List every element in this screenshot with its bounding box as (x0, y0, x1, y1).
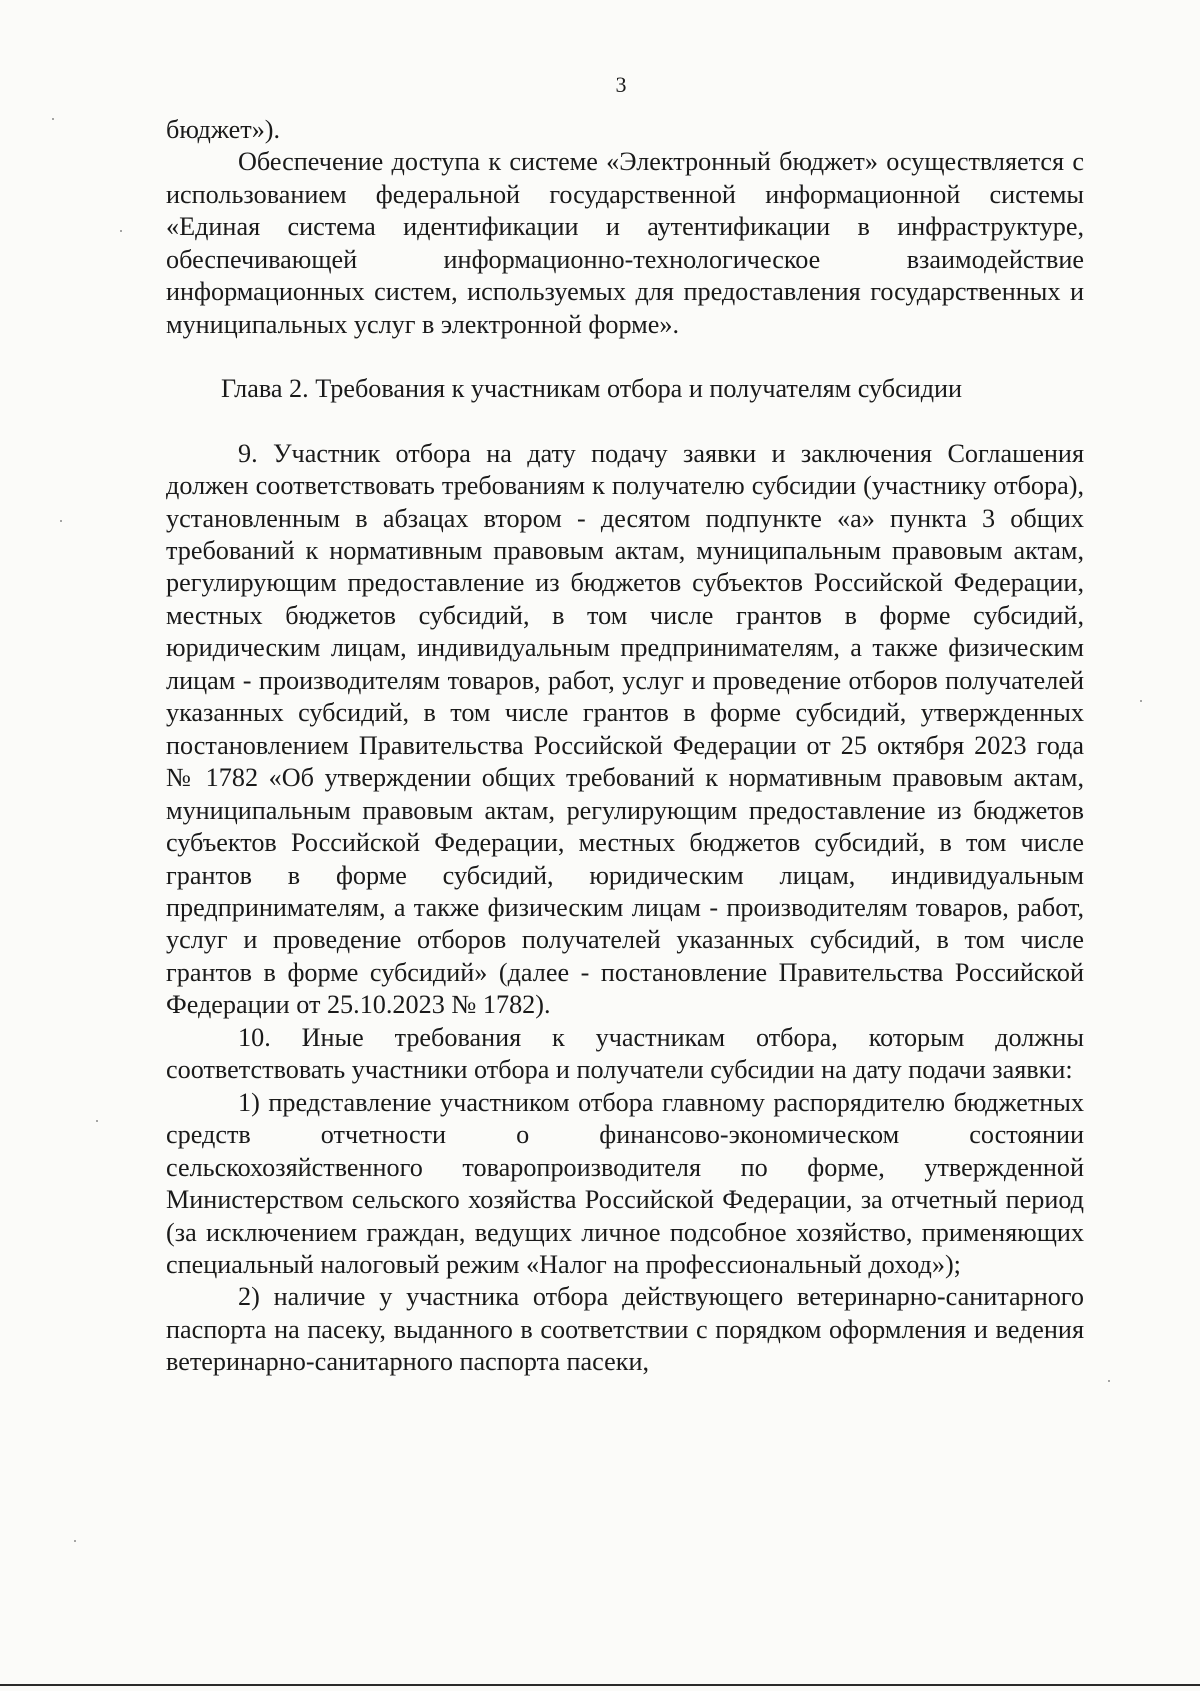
scan-speck (1108, 1380, 1110, 1382)
paragraph-10-item-1: 1) представление участником отбора главному распорядителю бюджетных средств отчетности о финансово-экономическом состоянии сельскохозяйственного товаропроизводителя по форме, утвержденной Министерством сельского хозяйства Российской Федерации, за отчетный период (за исключением граждан, ведущих личное подсобное хозяйство, применяющих специальный налоговый режим «Налог на профессиональный доход»); (166, 1087, 1084, 1279)
paragraph-9: 9. Участник отбора на дату подачу заявки и заключения Соглашения должен соответствовать требованиям к получателю субсидии (участнику отбора), установленным в абзацах втором - десятом подпункте «а» пункта 3 общих требований к нормативным правовым актам, муниципальным правовым актам, регулирующим предоставление из бюджетов субъектов Российской Федерации, местных бюджетов субсидий, в том числе грантов в форме субсидий, юридическим лицам, индивидуальным предпринимателям, а также физическим лицам - производителям товаров, работ, услуг и проведение отборов получателей указанных субсидий, в том числе грантов в форме субсидий, утвержденных постановлением Правительства Российской Федерации от 25 октября 2023 года № 1782 «Об утверждении общих требований к нормативным правовым актам, муниципальным правовым актам, регулирующим предоставление из бюджетов субъектов Российской Федерации, местных бюджетов субсидий, в том числе грантов в форме субсидий, юридическим лицам, индивидуальным предпринимателям, а также физическим лицам - производителям товаров, работ, услуг и проведение отборов получателей указанных субсидий, в том числе грантов в форме субсидий» (далее - постановление Правительства Российской Федерации от 25.10.2023 № 1782). (166, 438, 1084, 1020)
scan-edge-line (0, 1684, 1200, 1686)
paragraph-10-item-2: 2) наличие у участника отбора действующего ветеринарно-санитарного паспорта на пасеку, выданного в соответствии с порядком оформления и ведения ветеринарно-санитарного паспорта пасеки, (166, 1282, 1084, 1377)
scan-speck (60, 520, 62, 522)
scan-speck (120, 230, 122, 232)
paragraph-continuation: бюджет»). (166, 115, 281, 144)
scan-speck (74, 1540, 76, 1542)
scan-speck (1140, 700, 1142, 702)
page-number: 3 (615, 72, 627, 97)
scan-speck (52, 118, 54, 120)
paragraph-system-access: Обеспечение доступа к системе «Электронный бюджет» осуществляется с использованием федеральной государственной информационной системы «Единая система идентификации и аутентификации в инфраструктуре, обеспечивающей информационно-технологическое взаимодействие информационных систем, используемых для предоставления государственных и муниципальных услуг в электронной форме». (166, 147, 1084, 339)
scan-speck (96, 1120, 98, 1122)
paragraph-10: 10. Иные требования к участникам отбора, которым должны соответствовать участники отбора и получатели субсидии на дату подачи заявки: (166, 1022, 1084, 1085)
document-body (166, 114, 1084, 1379)
chapter-heading: Глава 2. Требования к участникам отбора и получателям субсидии (221, 374, 963, 404)
